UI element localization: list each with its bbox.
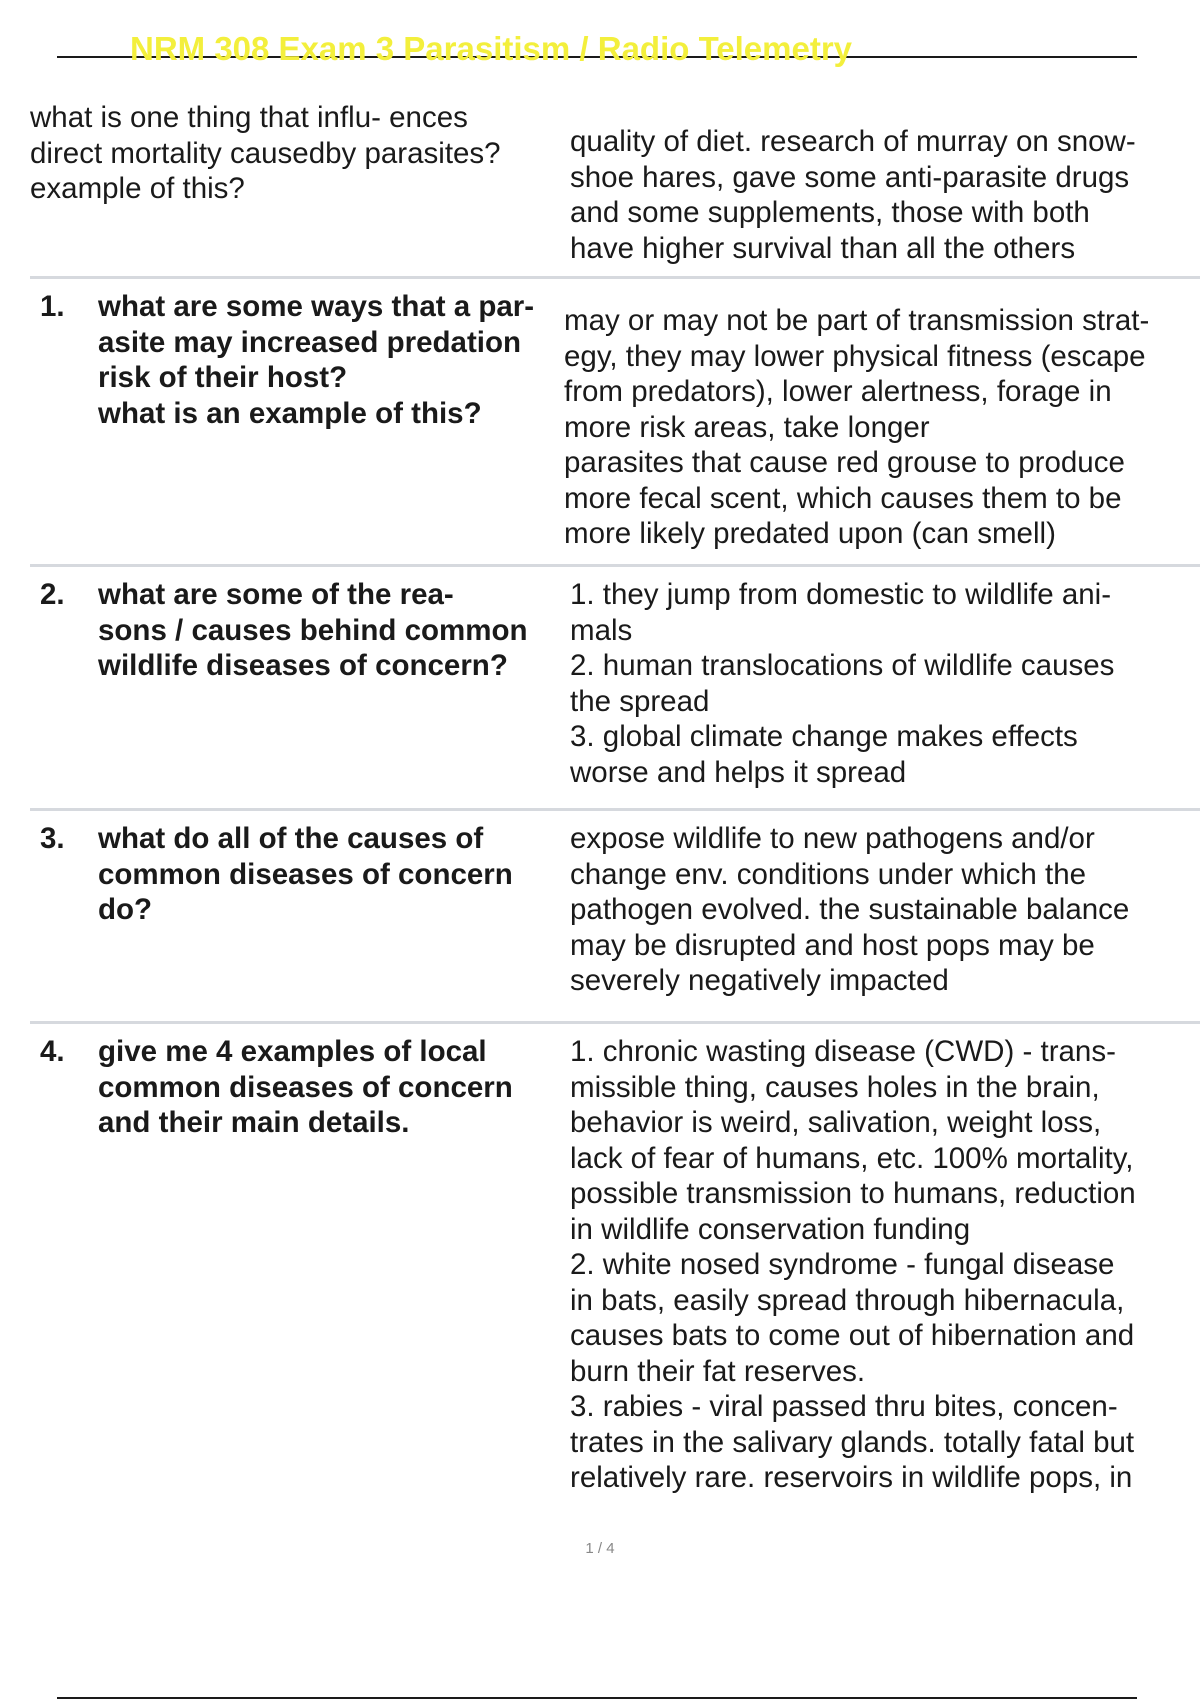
question-text: what are some ways that a par- asite may increased predation risk of their host? what is an example of this? bbox=[98, 290, 535, 430]
question-text: what do all of the causes of common diseases of concern do? bbox=[98, 822, 513, 926]
answer-text: 1. chronic wasting disease (CWD) - trans- missible thing, causes holes in the brain, behavior is weird, salivation, weight loss, lack of fear of humans, etc. 100% mortality, possible transmission to humans, reduction in wildlife conservation funding 2. white nosed syndrome - fungal disease in bats, easily spread through hibernacula, causes bats to come out of hibernation and burn their fat reserves. 3. rabies - viral passed thru bites, concen- trates in the salivary glands. totally fatal but relatively rare. reservoirs in wildlife pops, in bbox=[570, 1035, 1136, 1494]
card-number: 2. bbox=[40, 578, 65, 611]
answer-text: may or may not be part of transmission strat- egy, they may lower physical fitness (escape from predators), lower alertness, forage in more risk areas, take longer parasites that cause red grouse to produce more fecal scent, which causes them to be more likely predated upon (can smell) bbox=[564, 304, 1150, 550]
footer-rule bbox=[57, 1697, 1137, 1699]
answer-text: expose wildlife to new pathogens and/or change env. conditions under which the pathogen evolved. the sustainable balance may be disrupted and host pops may be severely negatively impacted bbox=[570, 822, 1130, 997]
flashcard-list bbox=[30, 101, 1200, 1494]
flashcard-4 bbox=[30, 1024, 1200, 1494]
card-number: 4. bbox=[40, 1035, 65, 1068]
question-text: what is one thing that influ- ences direct mortality causedby parasites? example of this? bbox=[30, 101, 501, 205]
document-title: NRM 308 Exam 3 Parasitism / Radio Telemetry bbox=[130, 30, 853, 67]
flashcard-0 bbox=[30, 101, 1200, 279]
page-number: 1 / 4 bbox=[585, 1540, 615, 1557]
question-text: give me 4 examples of local common diseases of concern and their main details. bbox=[98, 1035, 513, 1139]
answer-text: 1. they jump from domestic to wildlife ani- mals 2. human translocations of wildlife causes the spread 3. global climate change makes effects worse and helps it spread bbox=[570, 578, 1115, 789]
card-number: 3. bbox=[40, 822, 65, 855]
flashcard-1 bbox=[30, 279, 1200, 567]
question-text: what are some of the rea- sons / causes behind common wildlife diseases of concern? bbox=[98, 578, 528, 682]
card-number: 1. bbox=[40, 290, 65, 323]
flashcard-3 bbox=[30, 811, 1200, 1024]
answer-text: quality of diet. research of murray on snow- shoe hares, gave some anti-parasite drugs and some supplements, those with both have higher survival than all the others bbox=[570, 125, 1136, 265]
flashcard-2 bbox=[30, 567, 1200, 811]
